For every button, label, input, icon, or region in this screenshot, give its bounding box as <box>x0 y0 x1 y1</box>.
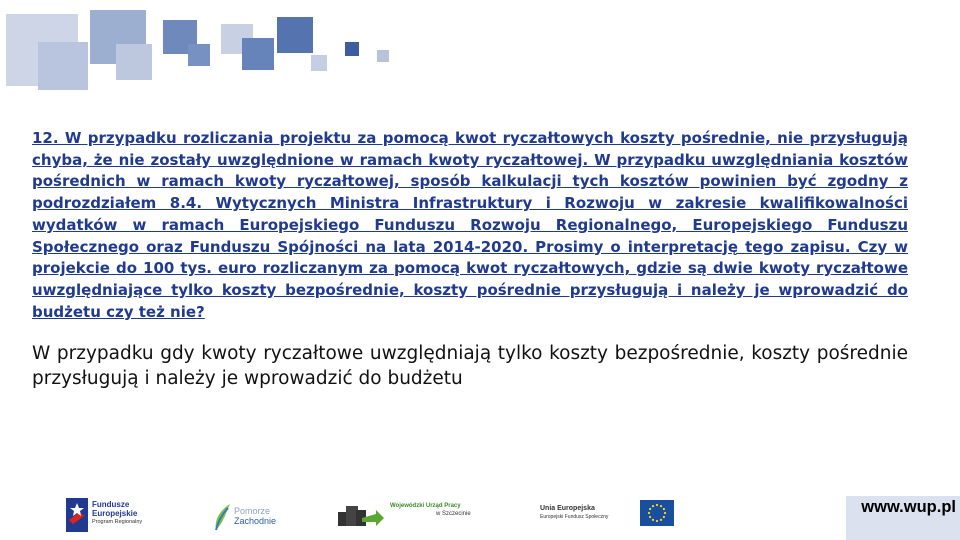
fe-line2: Europejskie <box>92 509 138 518</box>
wup-emblem-icon <box>336 498 384 532</box>
fe-line1: Fundusze <box>92 500 130 509</box>
wup-logo <box>336 496 486 536</box>
answer-text: W przypadku gdy kwoty ryczałtowe uwzględniają tylko koszty bezpośrednie, koszty pośrednie przysługują i należy je wprowadzić do budżetu <box>32 343 908 389</box>
pomorze-leaf-icon <box>212 502 232 532</box>
pomorze-line1: Pomorze <box>234 506 271 516</box>
wup-line2: w Szczecinie <box>436 511 471 517</box>
website-url[interactable]: www.wup.pl <box>861 498 956 516</box>
pomorze-zachodnie-logo <box>212 496 282 536</box>
wup-line1: Wojewódzki Urząd Pracy <box>390 503 461 509</box>
ue-line1: Unia Europejska <box>540 505 595 512</box>
fe-star-icon <box>66 498 88 532</box>
url-box <box>846 496 960 540</box>
pomorze-line2: Zachodnie <box>234 516 277 526</box>
fundusze-europejskie-logo <box>66 496 166 536</box>
fe-line3: Program Regionalny <box>92 519 143 525</box>
footer-logos <box>0 490 960 540</box>
unia-europejska-logo <box>540 498 680 534</box>
ue-line2: Europejski Fundusz Społeczny <box>540 514 609 520</box>
question-text: 12. W przypadku rozliczania projektu za pomocą kwot ryczałtowych koszty pośrednie, nie przysługują chyba, że nie zostały uwzględnione w ramach kwoty ryczałtowej. W przypadku uwzględniania kosztów pośrednich w ramach kwoty ryczałtowej, sposób kalkulacji tych kosztów powinien być zgodny z podrozdziałem 8.4. Wytycznych Ministra Infrastruktury i Rozwoju w zakresie kwalifikowalności wydatków w ramach Europejskiego Funduszu Rozwoju Regionalnego, Europejskiego Funduszu Społecznego oraz Funduszu Spójności na lata 2014-2020. Prosimy o interpretację tego zapisu. Czy w projekcie do 100 tys. euro rozliczanym za pomocą kwot ryczałtowych, gdzie są dwie kwoty ryczałtowe uwzględniające tylko koszty bezpośrednie, koszty pośrednie przysługują i należy je wprowadzić do budżetu czy też nie? <box>32 129 908 321</box>
eu-flag-icon <box>640 500 674 526</box>
